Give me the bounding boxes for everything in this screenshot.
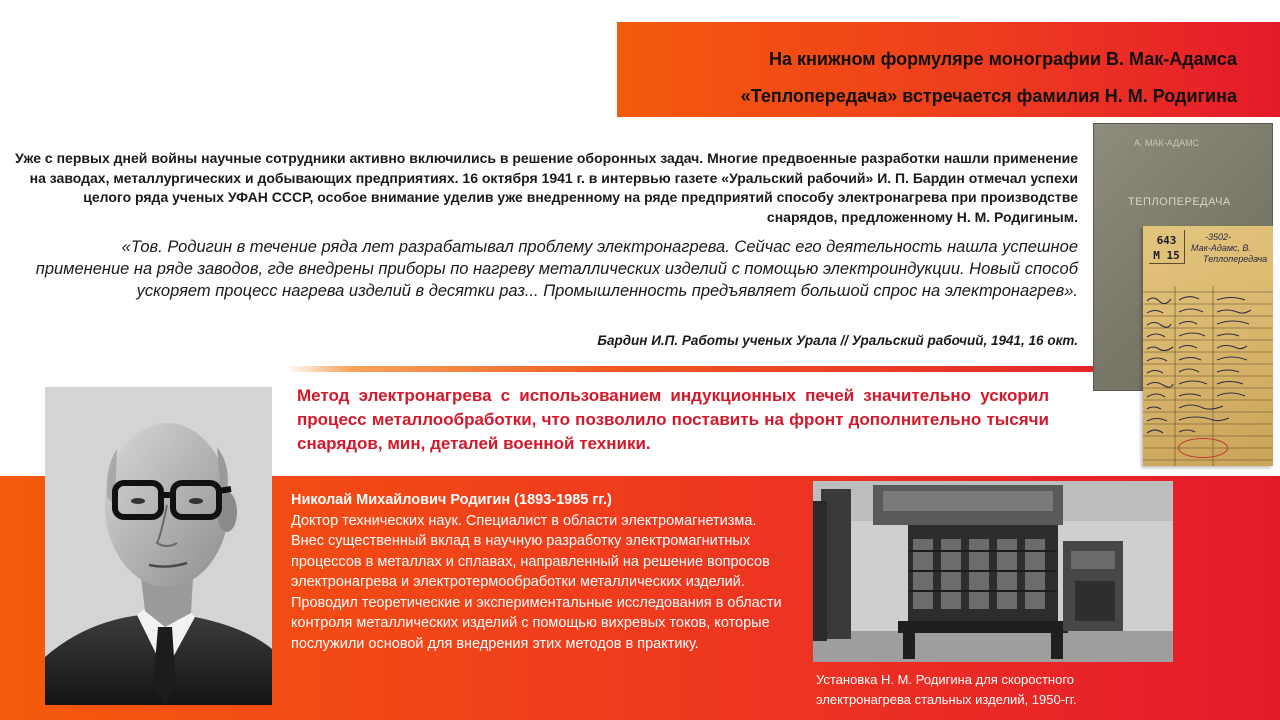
title-banner [617, 22, 1280, 117]
title-line-1: На книжном формуляре монографии В. Мак-Адамса [768, 49, 1237, 69]
intro-paragraph: Уже с первых дней войны научные сотрудники активно включились в решение оборонных задач. Многие предвоенные разработки нашли применение на заводах, металлургических и добывающих предприятиях. 16 октября 1941 г. в интервью газете «Уральский рабочий» И. П. Бардин отмечал успехи целого ряда ученых УФАН СССР, особое внимание уделив уже внедренному на ряде предприятий способу электронагрева при производстве снарядов, предложенному Н. М. Родигиным. [14, 150, 1078, 225]
card-header-line-3: Теплопередача [1203, 254, 1268, 264]
bio-text: Доктор технических наук. Специалист в области электромагнетизма. Внес существенный вклад в научную разработку электромагнитных процессов в металлах и сплавах, направленный на решение вопросов электронагрева и электротермообработки металлических изделий. Проводил теоретические и экспериментальные исследования в области контроля металлических изделий с помощью вихревых токов, которые послужили основой для внедрения этих методов в практику. [291, 512, 782, 652]
quote-source: Бардин И.П. Работы ученых Урала // Уральский рабочий, 1941, 16 окт. [597, 333, 1078, 348]
card-shelf-code [1149, 230, 1185, 264]
card-red-circle-mark [1178, 438, 1228, 458]
bardin-quote: «Тов. Родигин в течение ряда лет разрабатывал проблему электронагрева. Сейчас его деятельность нашла успешное применение на ряде заводов, где внедрены приборы по нагреву металлических изделий с помощью электроиндукции. Новый способ ускоряет процесс нагрева изделий в десятки раз... Промышленность предъявляет большой спрос на электронагрев». [35, 238, 1078, 300]
card-header [1191, 232, 1267, 265]
title-line-2: «Теплопередача» встречается фамилия Н. М. Родигина [740, 86, 1237, 106]
rodigin-biography [291, 490, 791, 654]
machine-illustration [813, 481, 1173, 662]
induction-installation-photo [813, 481, 1173, 662]
card-code-line-1: 643 [1156, 234, 1177, 247]
book-author: А. МАК-АДАМС [1134, 138, 1200, 148]
card-header-line-1: -3502- [1205, 232, 1232, 242]
portrait-illustration [45, 387, 272, 705]
section-divider [285, 366, 1095, 372]
machine-caption: Установка Н. М. Родигина для скоростного электронагрева стальных изделий, 1950-гг. [816, 672, 1077, 707]
card-code-line-2: М 15 [1153, 249, 1180, 262]
rodigin-portrait-photo [45, 387, 272, 705]
bio-name: Николай Михайлович Родигин (1893-1985 гг.) [291, 492, 612, 508]
highlight-statement: Метод электронагрева с использованием индукционных печей значительно ускорил процесс металлообработки, что позволило поставить на фронт дополнительно тысячи снарядов, мин, деталей военной техники. [297, 386, 1049, 453]
card-header-line-2: Мак-Адамс, В. [1191, 243, 1251, 253]
book-title: ТЕПЛОПЕРЕДАЧА [1128, 196, 1231, 208]
library-card-photo [1143, 226, 1273, 466]
